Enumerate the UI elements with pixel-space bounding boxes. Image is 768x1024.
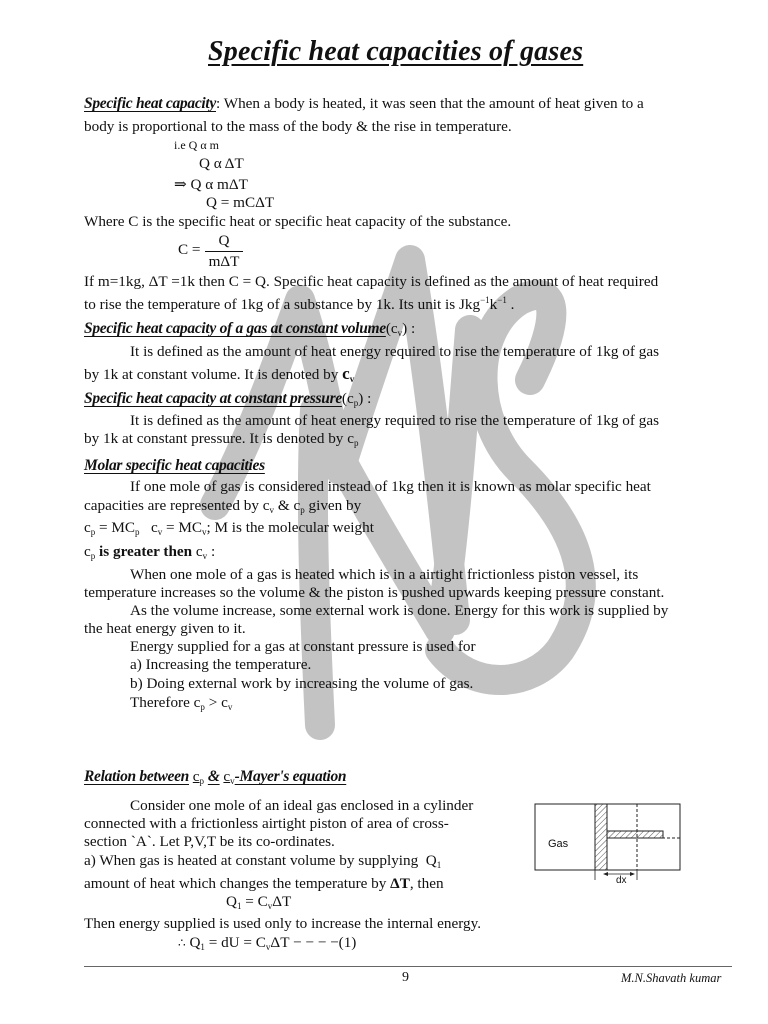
paragraph-line: a) When gas is heated at constant volume by supplying $Q_1$ [84,852,442,870]
unit: $Jkg^{-1}k^{-1}$ . [458,295,515,313]
const-pressure-heading: Specific heat capacity at constant $pressure(c_p)$ : [84,390,372,408]
section-heading: Specific heat capacity [84,95,216,112]
paragraph-line: If one mole of gas is considered instead of 1kg then it is known as molar specific heat [130,478,651,495]
author-name: M.N.Shavath kumar [621,971,722,985]
intro-line: body is proportional to the mass of the body & the rise in temperature. [84,118,512,135]
equation: Q α ΔT [199,155,244,172]
paragraph-line: It is defined as the amount of heat energy required to rise the temperature of 1kg of gas [130,412,659,429]
paragraph-line: to rise the temperature of 1kg of a substance by 1k. Its unit is $Jkg^{-1}k^{-1}$ . [84,295,515,313]
paragraph-line: amount of heat which changes the temperature by ΔT, then [84,875,444,892]
equation: $c_p$ is greater then $c_v$ : [84,543,216,561]
paragraph-line: Then energy supplied is used only to increase the internal energy. [84,915,482,932]
equation: $Q_1 = C_v\Delta T$ [226,893,292,911]
footer-rule [84,966,732,967]
gas-label: Gas [548,838,569,850]
paragraph-line: It is defined as the amount of heat energy required to rise the temperature of 1kg of gas [130,343,659,360]
cylinder-piston-diagram [533,800,683,900]
mayer-heading: Relation between $c_p$ & $c_v-Mayer's$ equation [84,768,347,786]
dx-label: dx [616,875,627,886]
section-heading: Specific heat capacity at constant pressure [84,390,342,407]
paragraph-line: Consider one mole of an ideal gas enclosed in a cylinder [130,797,474,814]
paragraph-line: section `A`. Let P,V,T be its co-ordinates. [84,833,335,850]
paragraph-line: As the volume increase, some external work is done. Energy for this work is supplied by [130,602,669,619]
const-volume-heading: Specific heat capacity of a gas at constant $volume(c_v)$ : [84,320,416,338]
paragraph-line: Where C is the specific heat or specific heat capacity of the substance. [84,213,512,230]
fraction-denominator: mΔT [208,253,240,270]
equation: i.e Q α m [174,138,219,152]
equation: $c_p = MC_p$ $c_v = MC_v$; M is the molecular weight [84,519,374,537]
paragraph-line: temperature increases so the volume & the piston is pushed upwards keeping pressure constant. [84,584,665,601]
paragraph-line: Energy supplied for a gas at constant pressure is used for [130,638,476,655]
equation: ⇒ Q α mΔT [174,176,248,193]
section-heading: Molar specific heat capacities [84,457,265,474]
paragraph-line: the heat energy given to it. [84,620,246,637]
paragraph-line: connected with a frictionless airtight piston of area of cross- [84,815,449,832]
fraction [205,232,243,271]
equation: Q = mCΔT [206,194,275,211]
equation: Therefore $c_p > c_v$ [130,694,233,712]
equation: ∴ $Q_1$ = dU = $C_v\Delta T$ − − − −(1) [178,934,357,952]
paragraph-line: capacities are represented by $c_v$ & $c_p$ given by [84,497,362,515]
paragraph-line: by 1k at constant volume. It is denoted by $c_v$ [84,364,355,384]
list-item: b) Doing external work by increasing the volume of gas. [130,675,474,692]
section-heading: Specific heat capacity of a gas at constant volume [84,320,386,337]
fraction-numerator: Q [205,232,243,252]
paragraph-line: If m=1kg, ΔT =1k then C = Q. Specific heat capacity is defined as the amount of heat required [84,273,659,290]
paragraph-line: When one mole of a gas is heated which is in a airtight frictionless piston vessel, its [130,566,639,583]
specific-heat-intro [84,95,644,113]
intro-text: : When a body is heated, it was seen that the amount of heat given to a [216,95,644,112]
page-title: Specific heat capacities of gases [208,36,584,67]
paragraph-line: by 1k at constant pressure. It is denoted by $c_p$ [84,430,359,448]
list-item: a) Increasing the temperature. [130,656,312,673]
c-label: C = [178,241,201,258]
page-number: 9 [402,970,409,985]
